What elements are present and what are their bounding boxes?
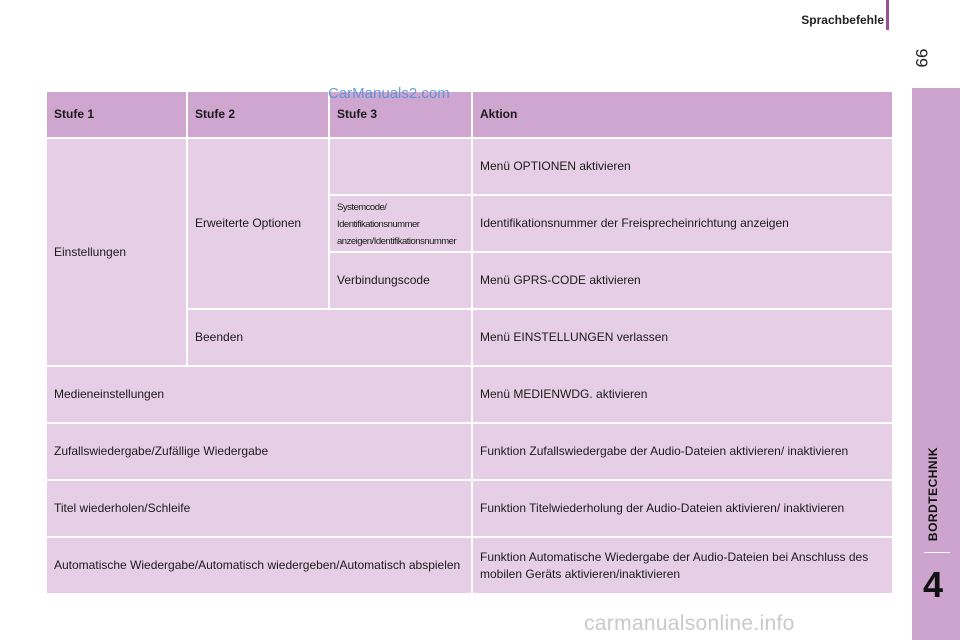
header-accent-bar <box>886 0 889 30</box>
header-stufe-2: Stufe 2 <box>187 91 329 138</box>
cell-erweiterte-optionen: Erweiterte Optionen <box>187 138 329 309</box>
cell-einstellungen: Einstellungen <box>46 138 187 366</box>
cell-aktion-titel: Funktion Titelwiederholung der Audio-Dateien aktivieren/ inaktivieren <box>472 480 893 537</box>
cell-aktion-optionen: Menü OPTIONEN aktivieren <box>472 138 893 195</box>
cell-aktion-medien: Menü MEDIENWDG. aktivieren <box>472 366 893 423</box>
cell-verbindungscode: Verbindungscode <box>329 252 472 309</box>
systemcode-text: Systemcode/ Identifikationsnummer anzeigen/Identifikationsnummer <box>337 202 457 247</box>
cell-systemcode <box>329 195 472 252</box>
cell-empty <box>329 138 472 195</box>
cell-aktion-zufall: Funktion Zufallswiedergabe der Audio-Dateien aktivieren/ inaktivieren <box>472 423 893 480</box>
table-row <box>46 537 893 594</box>
section-title: Sprachbefehle <box>801 13 884 27</box>
chapter-label: BORDTECHNIK <box>926 446 940 542</box>
cell-beenden: Beenden <box>187 309 472 366</box>
cell-auto: Automatische Wiedergabe/Automatisch wiedergeben/Automatisch abspielen <box>46 537 472 594</box>
cell-aktion-beenden: Menü EINSTELLUNGEN verlassen <box>472 309 893 366</box>
header-aktion: Aktion <box>472 91 893 138</box>
cell-titel: Titel wiederholen/Schleife <box>46 480 472 537</box>
watermark-link-top[interactable]: CarManuals2.com <box>328 85 450 102</box>
page-number: 99 <box>912 48 931 68</box>
watermark-link-bottom[interactable]: carmanualsonline.info <box>584 612 795 635</box>
cell-medieneinstellungen: Medieneinstellungen <box>46 366 472 423</box>
table-header-row <box>46 91 893 138</box>
header-stufe-1: Stufe 1 <box>46 91 187 138</box>
table-row <box>46 480 893 537</box>
side-tab-divider <box>924 552 950 553</box>
table-row <box>46 423 893 480</box>
cell-aktion-auto: Funktion Automatische Wiedergabe der Audio-Dateien bei Anschluss des mobilen Geräts aktivieren/inaktivieren <box>472 537 893 594</box>
cell-aktion-systemcode: Identifikationsnummer der Freisprecheinrichtung anzeigen <box>472 195 893 252</box>
table-row <box>46 366 893 423</box>
header-stufe-3: Stufe 3 <box>329 91 472 138</box>
cell-zufall: Zufallswiedergabe/Zufällige Wiedergabe <box>46 423 472 480</box>
chapter-side-tab <box>912 88 960 640</box>
cell-aktion-verbindungscode: Menü GPRS-CODE aktivieren <box>472 252 893 309</box>
chapter-number: 4 <box>922 564 944 605</box>
voice-command-table <box>45 90 894 595</box>
table-row <box>46 138 893 195</box>
